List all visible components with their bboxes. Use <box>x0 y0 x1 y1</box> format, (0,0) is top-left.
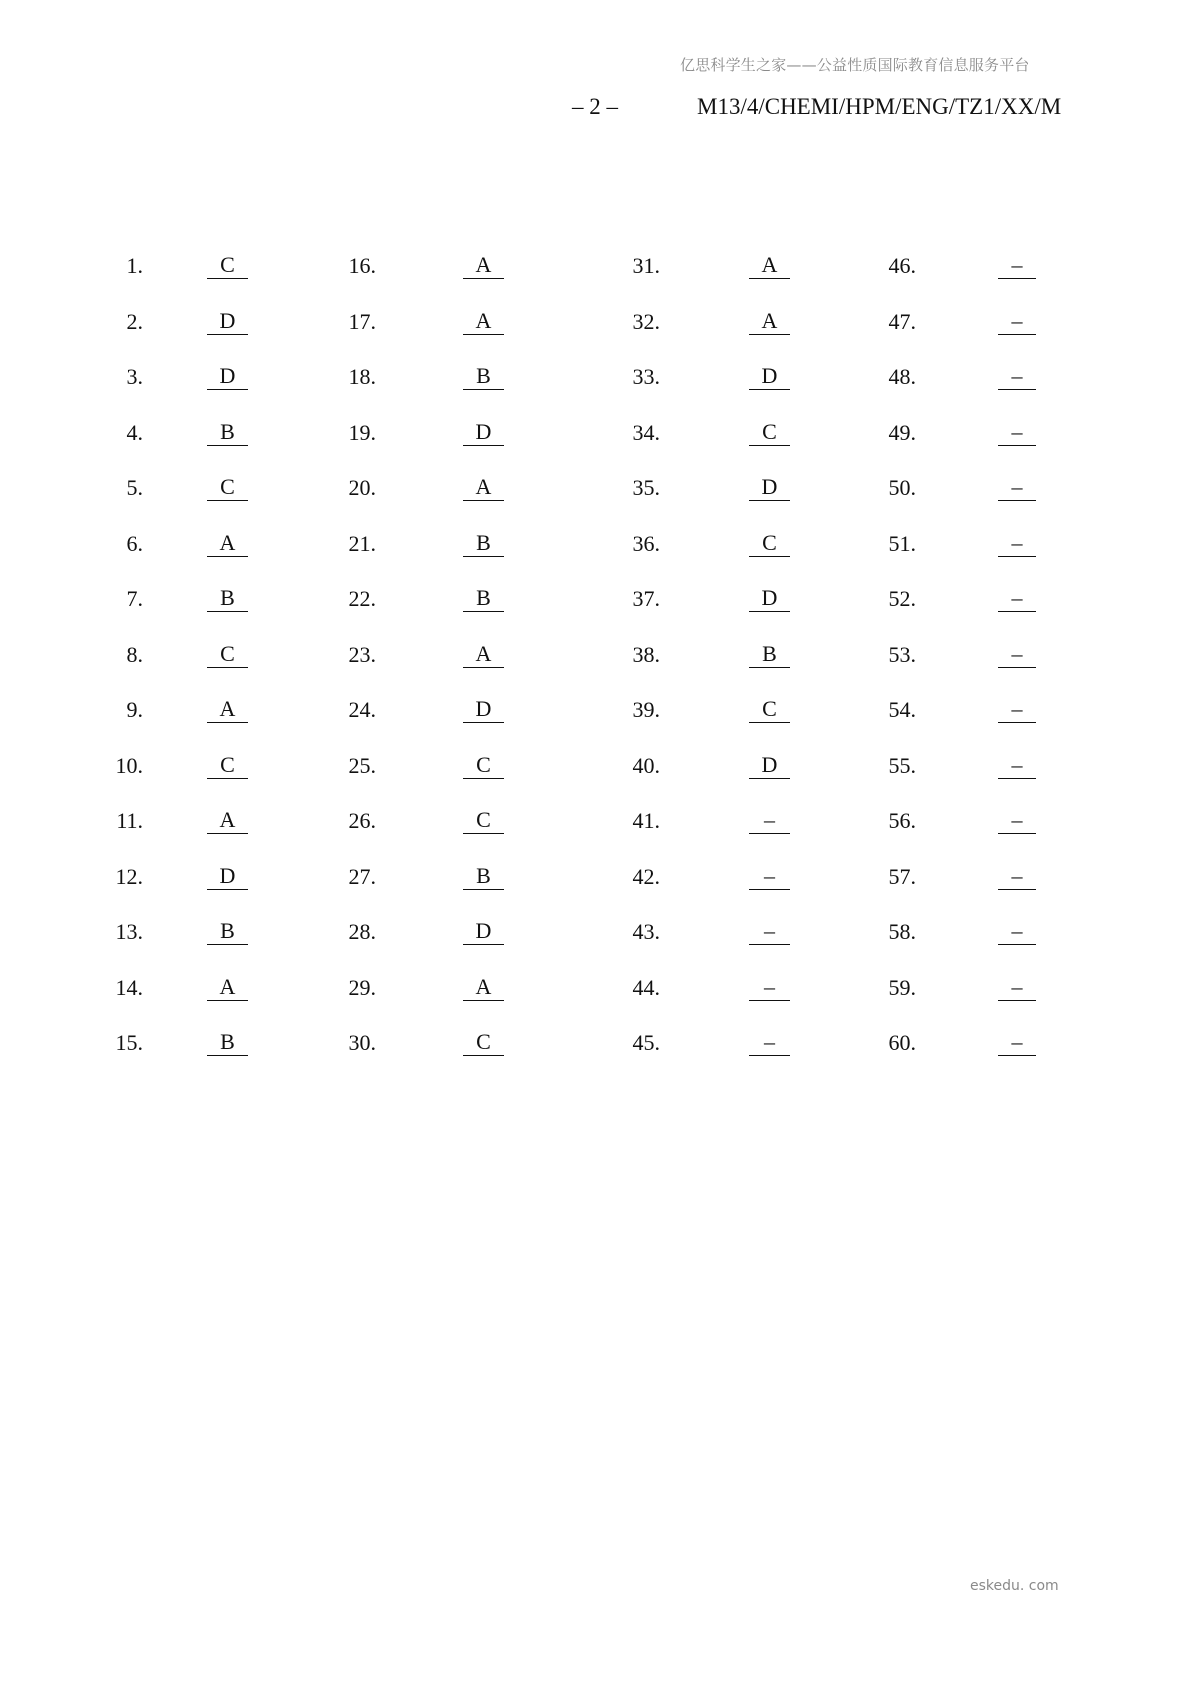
question-number: 21. <box>348 530 376 556</box>
question-number: 34. <box>632 419 660 445</box>
question-number: 14. <box>115 974 143 1000</box>
answer-value: A <box>207 807 248 834</box>
question-number: 6. <box>126 530 143 556</box>
answer-row <box>0 308 1191 348</box>
answer-value: C <box>207 752 248 779</box>
answer-value: – <box>749 1029 790 1056</box>
answer-row <box>0 696 1191 736</box>
answer-value: – <box>998 974 1036 1001</box>
question-number: 43. <box>632 919 660 944</box>
answer-row <box>0 974 1191 1014</box>
answer-value: – <box>998 641 1036 668</box>
answer-value: A <box>207 530 248 557</box>
question-number: 44. <box>632 974 660 1000</box>
answer-value: – <box>749 863 790 890</box>
top-watermark: 亿思科学生之家——公益性质国际教育信息服务平台 <box>680 56 1030 74</box>
answer-value: – <box>998 1029 1036 1056</box>
answer-value: – <box>998 585 1036 612</box>
answer-value: A <box>463 308 504 335</box>
question-number: 52. <box>888 586 916 611</box>
answer-value: B <box>749 641 790 668</box>
question-number: 57. <box>888 863 916 889</box>
bottom-watermark: eskedu. com <box>970 1578 1059 1594</box>
answer-row <box>0 641 1191 681</box>
question-number: 5. <box>126 475 143 500</box>
question-number: 19. <box>348 419 376 445</box>
question-number: 23. <box>348 641 376 667</box>
answer-row <box>0 585 1191 625</box>
answer-row <box>0 1029 1191 1069</box>
answer-row <box>0 863 1191 903</box>
answer-value: D <box>207 863 248 890</box>
answer-value: D <box>749 585 790 612</box>
paper-code: M13/4/CHEMI/HPM/ENG/TZ1/XX/M <box>697 94 1062 119</box>
question-number: 54. <box>888 697 916 722</box>
answer-row <box>0 918 1191 958</box>
answer-value: D <box>463 419 504 446</box>
question-number: 10. <box>115 752 143 778</box>
question-number: 53. <box>888 641 916 667</box>
answer-value: – <box>998 363 1036 390</box>
answer-value: – <box>749 807 790 834</box>
question-number: 8. <box>126 641 143 667</box>
answer-value: – <box>749 918 790 945</box>
answer-value: B <box>463 585 504 612</box>
question-number: 31. <box>632 253 660 278</box>
answer-value: – <box>998 696 1036 723</box>
question-number: 2. <box>126 308 143 334</box>
question-number: 59. <box>888 974 916 1000</box>
answer-value: C <box>207 474 248 501</box>
answer-value: A <box>749 308 790 335</box>
question-number: 35. <box>632 475 660 500</box>
answer-value: A <box>749 252 790 279</box>
answer-value: C <box>463 1029 504 1056</box>
question-number: 9. <box>126 697 143 722</box>
question-number: 26. <box>348 808 376 833</box>
answer-value: D <box>749 752 790 779</box>
question-number: 51. <box>888 530 916 556</box>
question-number: 60. <box>888 1030 916 1055</box>
answer-row <box>0 474 1191 514</box>
question-number: 29. <box>348 974 376 1000</box>
question-number: 17. <box>348 308 376 334</box>
question-number: 25. <box>348 752 376 778</box>
answer-row <box>0 530 1191 570</box>
answer-value: B <box>207 918 248 945</box>
question-number: 48. <box>888 364 916 389</box>
answer-value: B <box>463 530 504 557</box>
question-number: 37. <box>632 586 660 611</box>
question-number: 38. <box>632 641 660 667</box>
question-number: 20. <box>348 475 376 500</box>
question-number: 50. <box>888 475 916 500</box>
answer-value: D <box>463 696 504 723</box>
answer-value: C <box>749 696 790 723</box>
question-number: 30. <box>348 1030 376 1055</box>
question-number: 45. <box>632 1030 660 1055</box>
answer-value: D <box>749 363 790 390</box>
question-number: 24. <box>348 697 376 722</box>
question-number: 16. <box>348 253 376 278</box>
answer-value: D <box>749 474 790 501</box>
answer-row <box>0 807 1191 847</box>
answer-value: C <box>749 419 790 446</box>
question-number: 39. <box>632 697 660 722</box>
question-number: 18. <box>348 364 376 389</box>
answer-value: D <box>207 308 248 335</box>
answer-value: B <box>207 419 248 446</box>
question-number: 36. <box>632 530 660 556</box>
answer-value: – <box>998 252 1036 279</box>
answer-value: C <box>207 641 248 668</box>
question-number: 28. <box>348 919 376 944</box>
question-number: 46. <box>888 253 916 278</box>
answer-value: – <box>749 974 790 1001</box>
answer-value: C <box>463 807 504 834</box>
question-number: 58. <box>888 919 916 944</box>
question-number: 32. <box>632 308 660 334</box>
question-number: 15. <box>115 1030 143 1055</box>
question-number: 40. <box>632 752 660 778</box>
question-number: 13. <box>115 919 143 944</box>
question-number: 7. <box>126 586 143 611</box>
answer-value: – <box>998 530 1036 557</box>
answer-value: C <box>207 252 248 279</box>
question-number: 11. <box>116 808 143 833</box>
question-number: 27. <box>348 863 376 889</box>
question-number: 47. <box>888 308 916 334</box>
answer-value: A <box>463 974 504 1001</box>
answer-value: C <box>749 530 790 557</box>
page-number: – 2 – <box>572 94 618 119</box>
question-number: 22. <box>348 586 376 611</box>
answer-value: – <box>998 918 1036 945</box>
answer-value: – <box>998 308 1036 335</box>
answer-value: – <box>998 474 1036 501</box>
answer-value: – <box>998 752 1036 779</box>
answer-value: A <box>463 474 504 501</box>
question-number: 33. <box>632 364 660 389</box>
answer-value: D <box>463 918 504 945</box>
answer-value: – <box>998 807 1036 834</box>
answer-value: – <box>998 419 1036 446</box>
answer-value: B <box>207 1029 248 1056</box>
question-number: 12. <box>115 863 143 889</box>
question-number: 49. <box>888 419 916 445</box>
answer-row <box>0 363 1191 403</box>
answer-value: A <box>207 696 248 723</box>
answer-value: – <box>998 863 1036 890</box>
question-number: 41. <box>632 808 660 833</box>
answer-row <box>0 419 1191 459</box>
answer-value: B <box>463 863 504 890</box>
question-number: 1. <box>126 253 143 278</box>
answer-row <box>0 252 1191 292</box>
answer-value: A <box>463 641 504 668</box>
question-number: 55. <box>888 752 916 778</box>
answer-row <box>0 752 1191 792</box>
answer-value: A <box>207 974 248 1001</box>
question-number: 4. <box>126 419 143 445</box>
answer-value: D <box>207 363 248 390</box>
answer-value: B <box>207 585 248 612</box>
answer-value: B <box>463 363 504 390</box>
question-number: 42. <box>632 863 660 889</box>
question-number: 56. <box>888 808 916 833</box>
answer-value: C <box>463 752 504 779</box>
question-number: 3. <box>126 364 143 389</box>
answer-value: A <box>463 252 504 279</box>
